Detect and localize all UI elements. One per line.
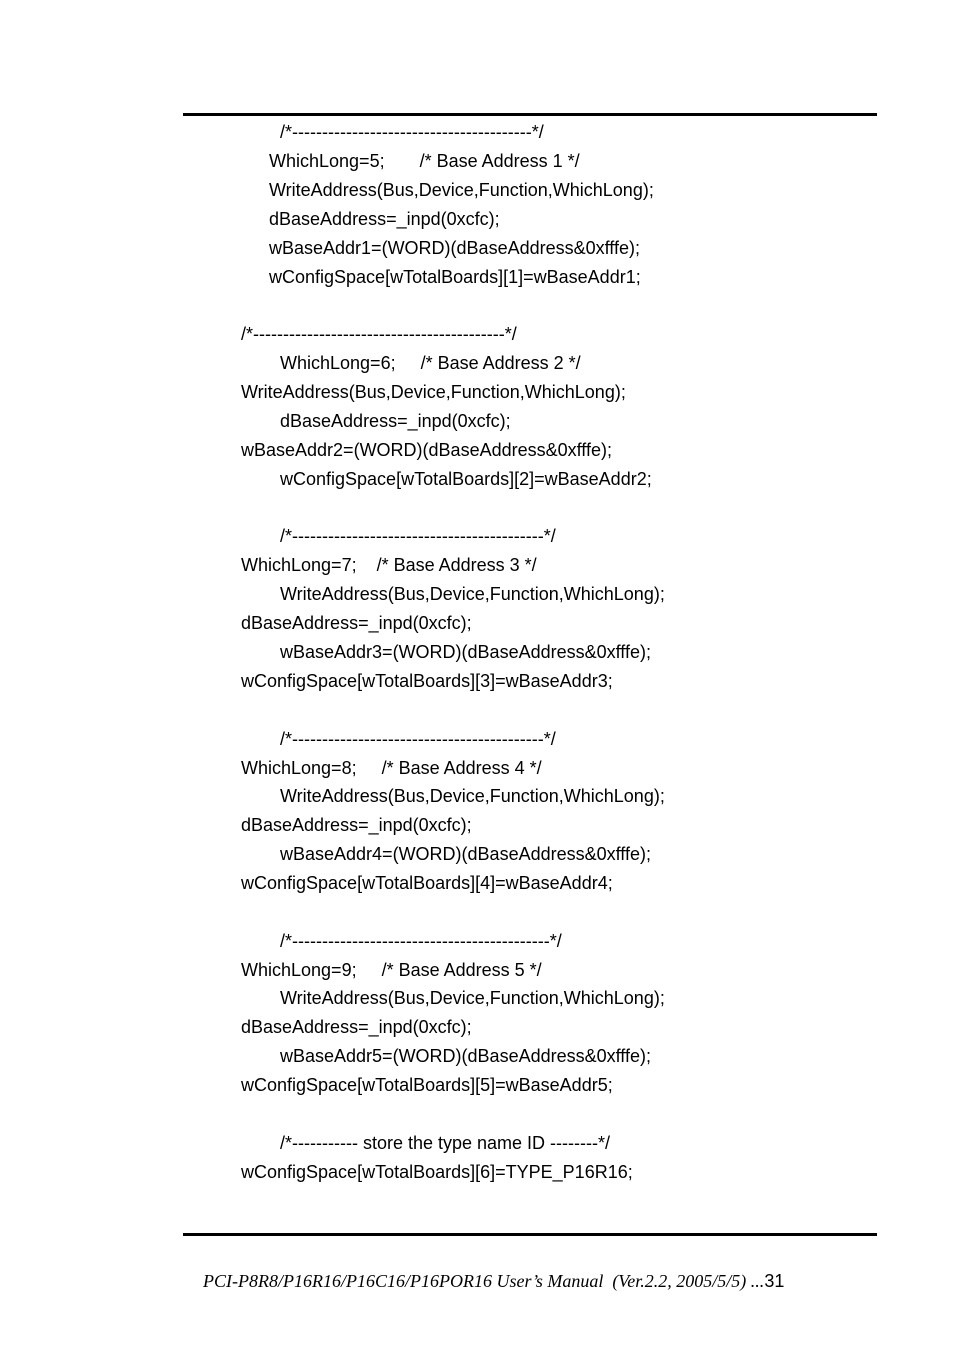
- code-line: dBaseAddress=_inpd(0xcfc);: [241, 815, 472, 835]
- code-line: wConfigSpace[wTotalBoards][6]=TYPE_P16R16;: [241, 1162, 633, 1182]
- code-line: WhichLong=6; /* Base Address 2 */: [280, 353, 581, 373]
- code-line: WriteAddress(Bus,Device,Function,WhichLong);: [280, 786, 665, 806]
- code-line: wBaseAddr4=(WORD)(dBaseAddress&0xfffe);: [280, 844, 651, 864]
- code-line: wBaseAddr2=(WORD)(dBaseAddress&0xfffe);: [241, 440, 612, 460]
- header-rule: [183, 113, 877, 116]
- code-line: /*----------- store the type name ID --------*/: [280, 1133, 610, 1153]
- code-line: dBaseAddress=_inpd(0xcfc);: [269, 209, 500, 229]
- code-line: WhichLong=8; /* Base Address 4 */: [241, 758, 542, 778]
- code-line: dBaseAddress=_inpd(0xcfc);: [280, 411, 511, 431]
- code-line: WriteAddress(Bus,Device,Function,WhichLong);: [241, 382, 626, 402]
- manual-title: PCI-P8R8/P16R16/P16C16/P16POR16 User’s Manual (Ver.2.2, 2005/5/5) ...: [203, 1271, 765, 1291]
- code-line: wConfigSpace[wTotalBoards][1]=wBaseAddr1;: [269, 267, 641, 287]
- code-line: /*------------------------------------------*/: [241, 324, 517, 344]
- code-line: wBaseAddr5=(WORD)(dBaseAddress&0xfffe);: [280, 1046, 651, 1066]
- page-number: 31: [764, 1271, 785, 1291]
- code-line: /*------------------------------------------*/: [280, 526, 556, 546]
- footer-rule: [183, 1233, 877, 1236]
- code-line: wConfigSpace[wTotalBoards][5]=wBaseAddr5;: [241, 1075, 613, 1095]
- code-line: dBaseAddress=_inpd(0xcfc);: [241, 1017, 472, 1037]
- code-line: dBaseAddress=_inpd(0xcfc);: [241, 613, 472, 633]
- code-line: WriteAddress(Bus,Device,Function,WhichLong);: [280, 988, 665, 1008]
- code-line: wBaseAddr1=(WORD)(dBaseAddress&0xfffe);: [269, 238, 640, 258]
- code-line: wConfigSpace[wTotalBoards][3]=wBaseAddr3;: [241, 671, 613, 691]
- code-line: WhichLong=5; /* Base Address 1 */: [269, 151, 580, 171]
- code-line: /*------------------------------------------*/: [280, 729, 556, 749]
- code-line: /*----------------------------------------*/: [280, 122, 544, 142]
- code-line: wConfigSpace[wTotalBoards][2]=wBaseAddr2;: [280, 469, 652, 489]
- code-line: wConfigSpace[wTotalBoards][4]=wBaseAddr4;: [241, 873, 613, 893]
- code-line: WhichLong=9; /* Base Address 5 */: [241, 960, 542, 980]
- code-line: WhichLong=7; /* Base Address 3 */: [241, 555, 537, 575]
- code-line: WriteAddress(Bus,Device,Function,WhichLong);: [280, 584, 665, 604]
- code-line: wBaseAddr3=(WORD)(dBaseAddress&0xfffe);: [280, 642, 651, 662]
- code-line: WriteAddress(Bus,Device,Function,WhichLong);: [269, 180, 654, 200]
- code-line: /*-------------------------------------------*/: [280, 931, 562, 951]
- page-footer: [193, 1248, 784, 1292]
